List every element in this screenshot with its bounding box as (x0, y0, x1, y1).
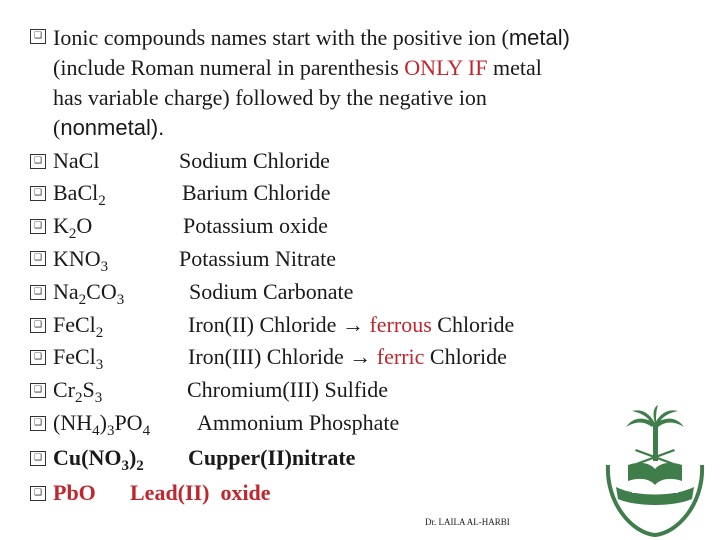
ferrous-highlight: ferrous (369, 312, 432, 337)
only-if-highlight: ONLY IF (404, 55, 488, 80)
bullet-icon: ❑ (30, 383, 46, 398)
bullet-icon: ❑ (30, 251, 46, 266)
intro-line-1 (53, 25, 693, 51)
bullet-icon: ❑ (30, 29, 46, 44)
formula-fecl2: FeCl$_2$ (53, 312, 104, 341)
compound-name: Sodium Chloride (179, 148, 330, 173)
intro-line-2 (53, 55, 693, 81)
compound-name: Potassium oxide (183, 213, 328, 238)
university-logo (592, 405, 720, 540)
compound-name: Iron(III) Chloride → ferric Chloride (188, 344, 507, 369)
formula-bacl2: BaCl$_2$ (53, 180, 106, 209)
intro-nonmetal-word: nonmetal). (60, 115, 165, 140)
bullet-icon: ❑ (30, 219, 46, 234)
bullet-icon: ❑ (30, 154, 46, 169)
compound-name: Potassium Nitrate (179, 246, 337, 271)
compound-name: Iron(II) Chloride → ferrous Chloride (188, 312, 515, 337)
formula-pbo: PbO (53, 480, 96, 505)
intro-text: (include Roman numeral in parenthesis (53, 55, 405, 80)
ferric-highlight: ferric (376, 344, 425, 369)
compound-name: Ammonium Phosphate (197, 410, 400, 435)
compound-name: Barium Chloride (182, 180, 331, 205)
bullet-icon: ❑ (30, 486, 46, 501)
compound-name: Lead(II) oxide (130, 480, 271, 505)
bullet-icon: ❑ (30, 416, 46, 431)
compound-name: Sodium Carbonate (189, 279, 354, 304)
compound-name: Chromium(III) Sulfide (187, 377, 389, 402)
formula-k2o: $K_2O$ (53, 213, 93, 242)
formula-cr2s3: $Cr_2S_3$ (53, 377, 103, 406)
bullet-icon: ❑ (30, 285, 46, 300)
bullet-icon: ❑ (30, 318, 46, 333)
bullet-icon: ❑ (30, 451, 46, 466)
intro-text: has variable charge) followed by the negative ion (53, 85, 487, 110)
formula-fecl3: FeCl$_3$ (53, 344, 104, 373)
formula-na2co3: $Na_2CO_3$ (53, 279, 125, 308)
formula-nh4-3-po4: $(NH_4)_3PO_4$ (53, 410, 151, 439)
bullet-icon: ❑ (30, 186, 46, 201)
intro-metal-word: metal) (508, 25, 570, 50)
intro-line-4 (53, 115, 693, 141)
compound-name: Cupper(II)nitrate (188, 445, 356, 470)
bullet-icon: ❑ (30, 350, 46, 365)
formula-nacl: NaCl (53, 148, 100, 173)
intro-text: Ionic compounds names start with the positive ion ( (53, 25, 509, 50)
formula-kno3: $KNO_3$ (53, 246, 109, 275)
author-footer: Dr. LAILA AL-HARBI (425, 517, 510, 527)
intro-text: ( (53, 115, 61, 140)
intro-line-3 (53, 85, 693, 111)
formula-cu-no3-2: $Cu(NO_3)_2$ (53, 445, 144, 474)
intro-text: metal (487, 55, 542, 80)
